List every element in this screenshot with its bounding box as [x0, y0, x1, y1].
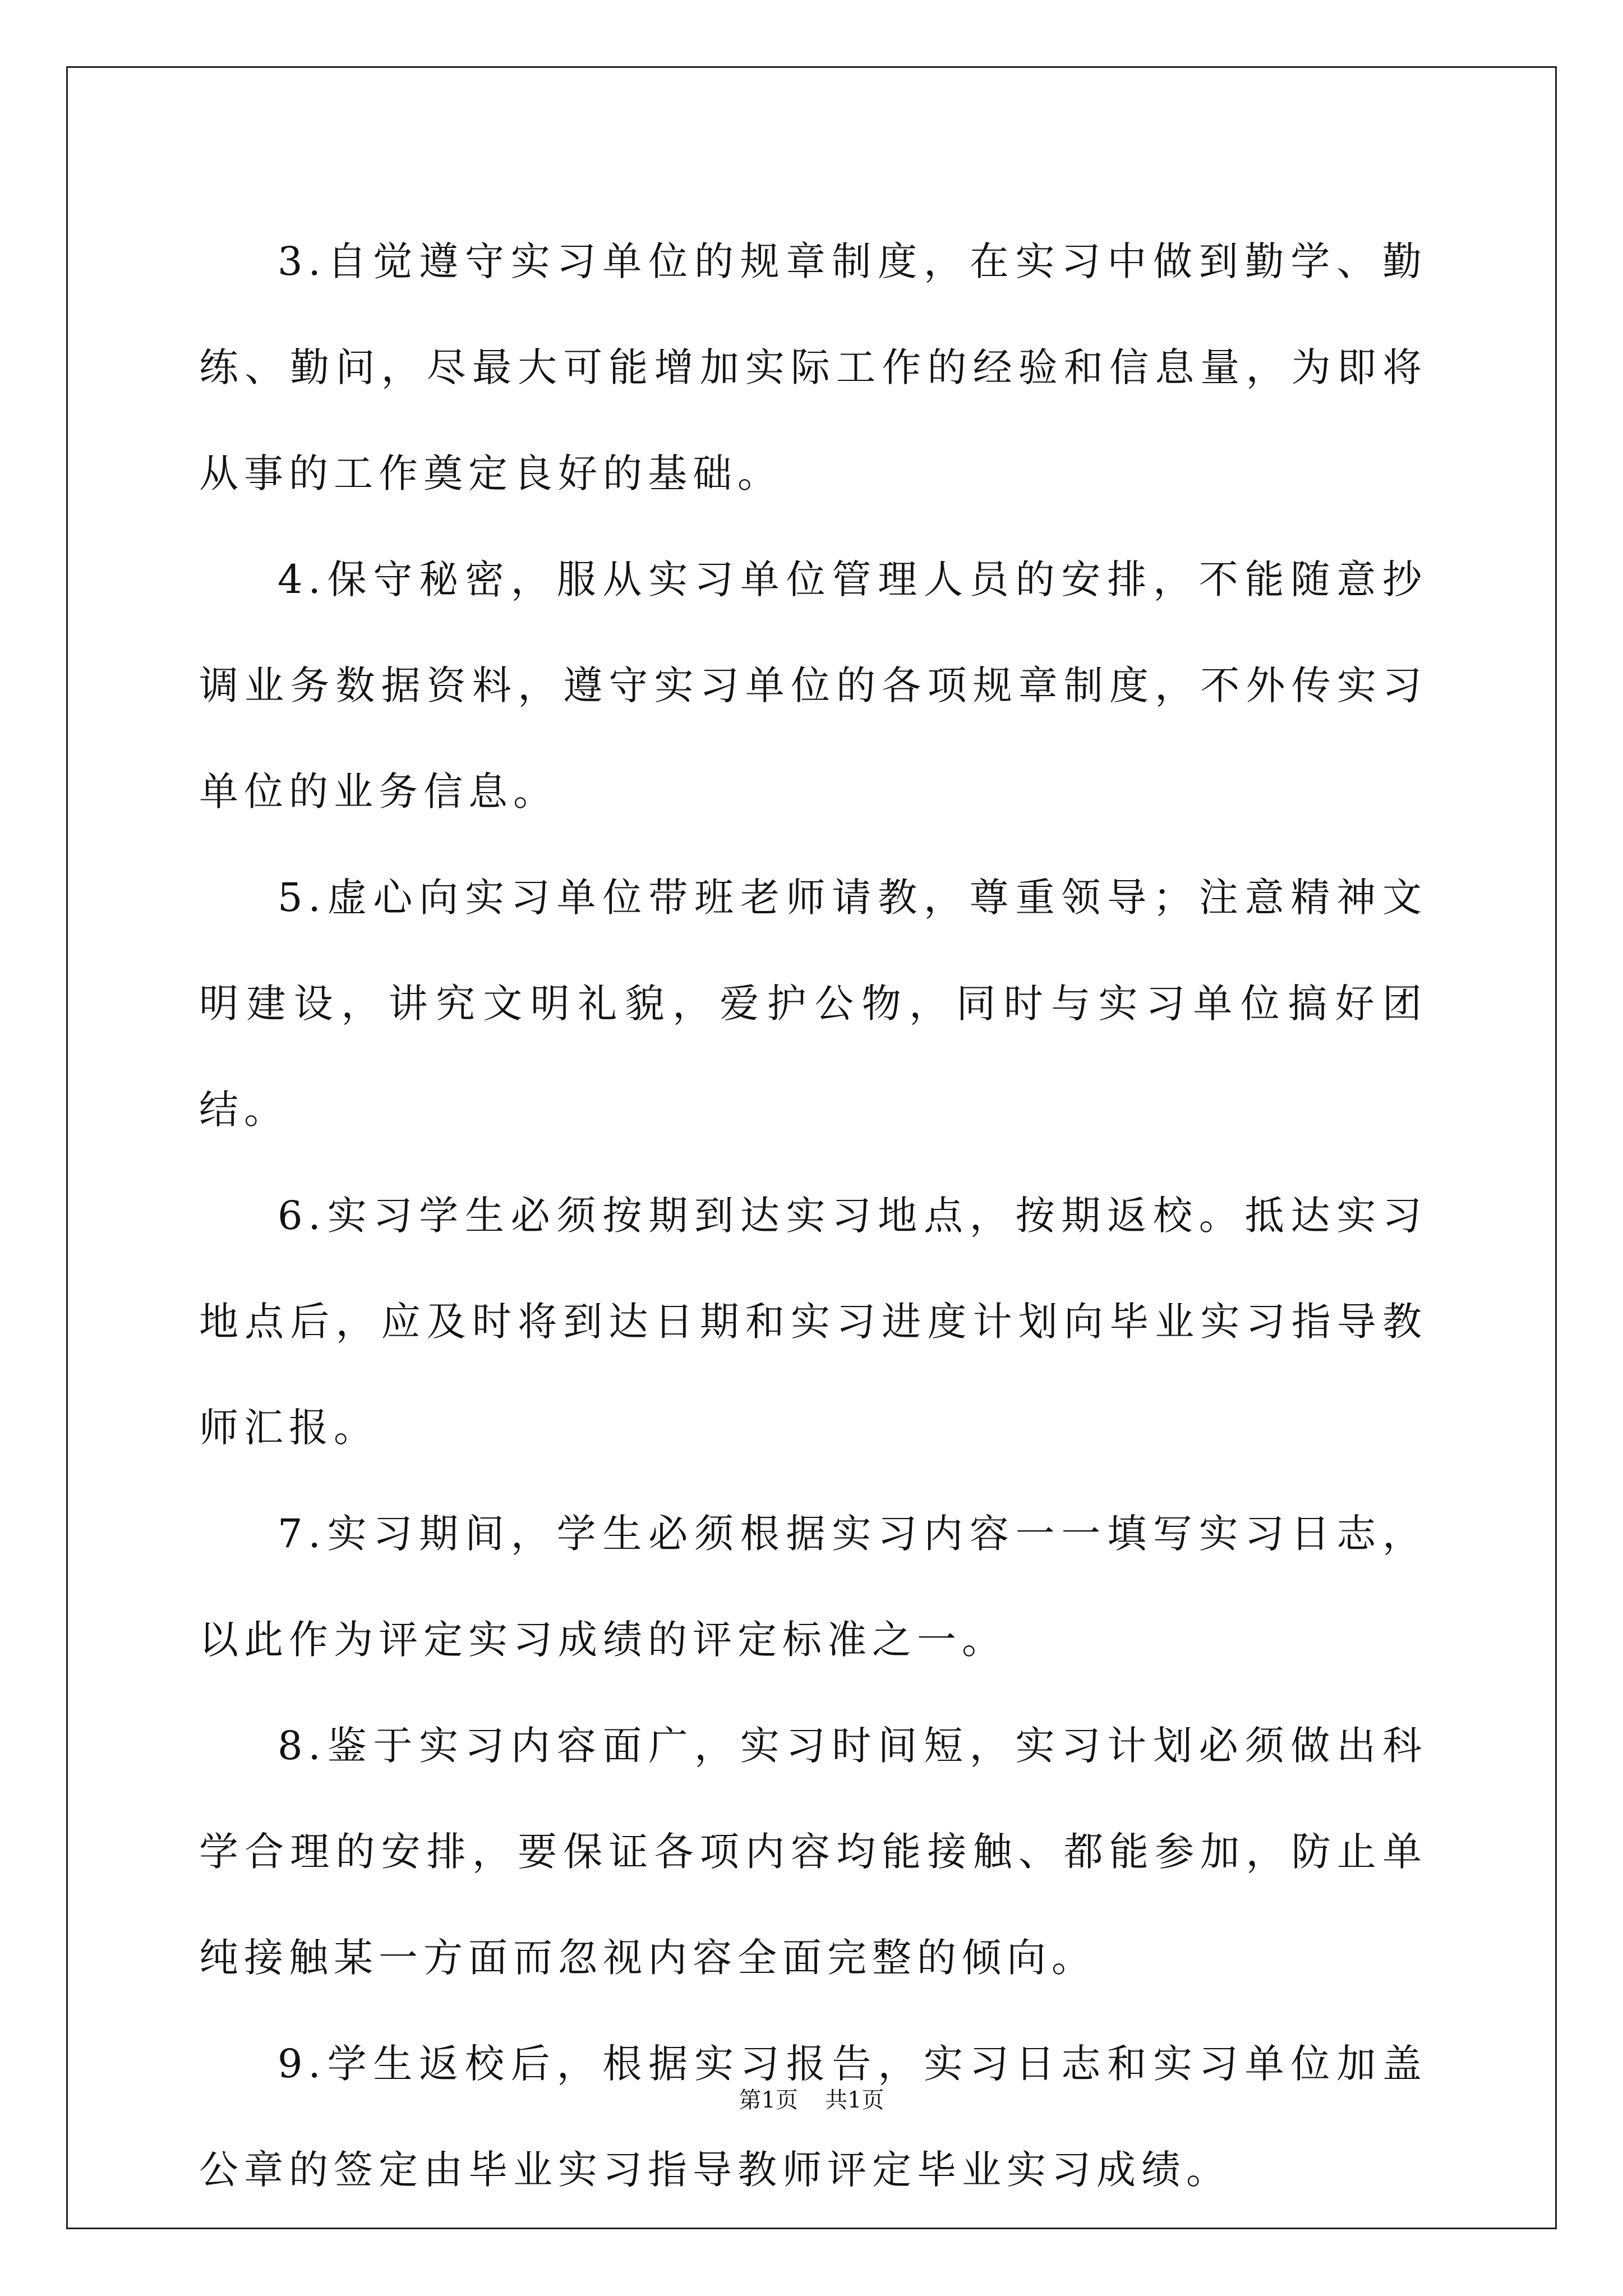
- page-number: 第1页: [739, 2087, 798, 2113]
- paragraph-7: 7.实习期间，学生必须根据实习内容一一填写实习日志，以此作为评定实习成绩的评定标准之一。: [199, 1511, 1427, 1663]
- paragraph-5: 5.虚心向实习单位带班老师请教，尊重领导；注意精神文明建设，讲究文明礼貌，爱护公物，同时与实习单位搞好团结。: [199, 875, 1427, 1133]
- document-body: [199, 209, 1427, 2223]
- page-total: 共1页: [825, 2087, 884, 2113]
- paragraph-8: 8.鉴于实习内容面广，实习时间短，实习计划必须做出科学合理的安排，要保证各项内容均能接触、都能参加，防止单纯接触某一方面而忽视内容全面完整的倾向。: [199, 1723, 1427, 1981]
- page-footer: [0, 2083, 1623, 2117]
- paragraph-4: 4.保守秘密，服从实习单位管理人员的安排，不能随意抄调业务数据资料，遵守实习单位的各项规章制度，不外传实习单位的业务信息。: [199, 556, 1427, 815]
- paragraph-6: 6.实习学生必须按期到达实习地点，按期返校。抵达实习地点后，应及时将到达日期和实习进度计划向毕业实习指导教师汇报。: [199, 1193, 1427, 1451]
- paragraph-3: 3.自觉遵守实习单位的规章制度，在实习中做到勤学、勤练、勤问，尽最大可能增加实际工作的经验和信息量，为即将从事的工作奠定良好的基础。: [199, 238, 1427, 496]
- paragraph-9: 9.学生返校后，根据实习报告，实习日志和实习单位加盖公章的签定由毕业实习指导教师评定毕业实习成绩。: [199, 2041, 1427, 2193]
